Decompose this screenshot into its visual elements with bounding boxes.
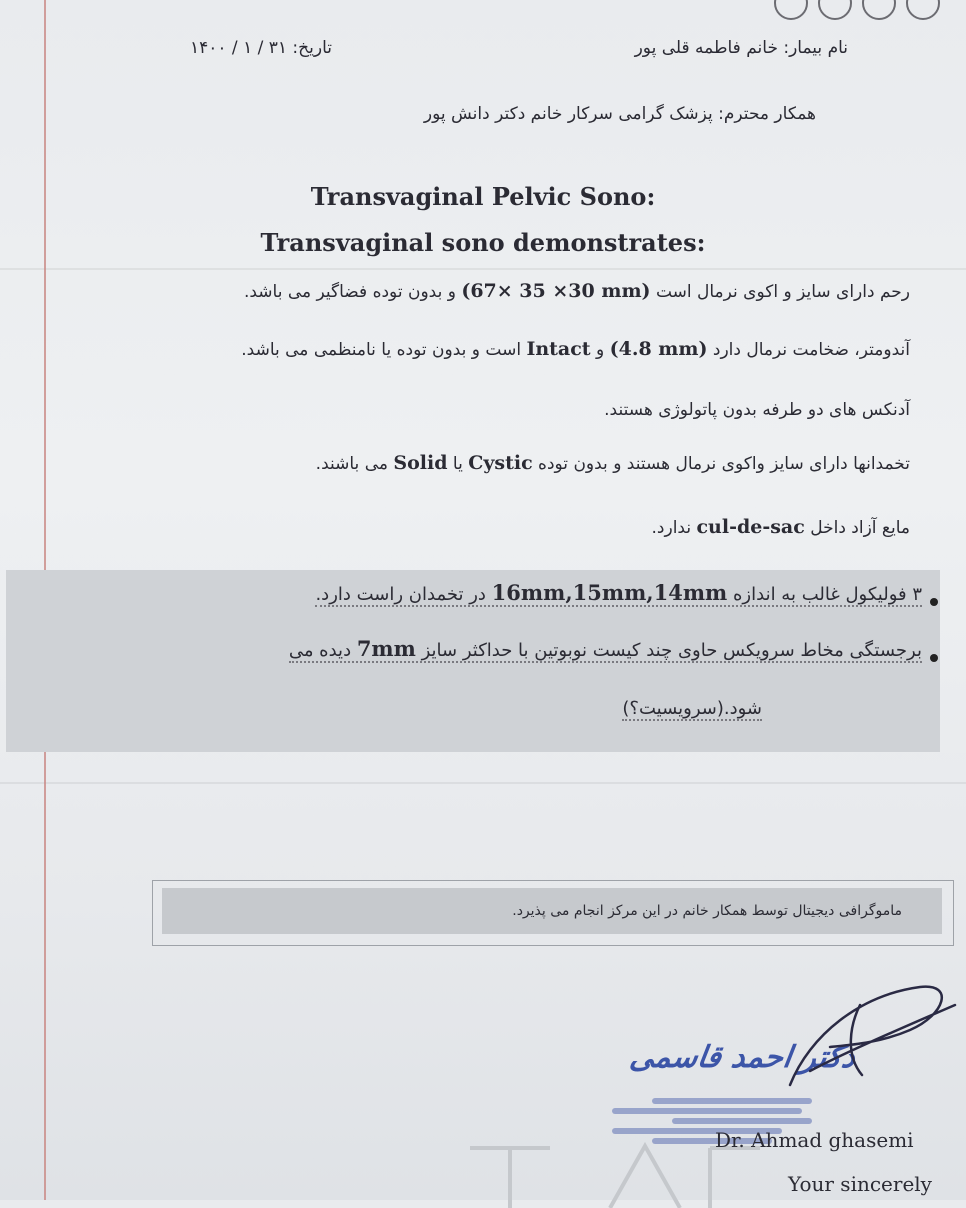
finding-text: و بدون توده فضاگیر می باشد. [243, 282, 462, 302]
logo-icon [774, 0, 808, 20]
endometrium-thickness: (4.8 mm) [609, 338, 708, 360]
finding-text: رحم دارای سایز و اکوی نرمال است [650, 282, 910, 302]
finding-text: ۳ فولیکول غالب به اندازه [727, 584, 922, 605]
referring-physician: همکار محترم: پزشک گرامی سرکار خانم دکتر دانش پور [423, 104, 816, 124]
signature [770, 975, 960, 1105]
finding-text: در تخمدان راست دارد. [315, 584, 492, 605]
paper-fold [0, 268, 966, 270]
report-title: Transvaginal Pelvic Sono: [310, 182, 656, 211]
finding-text: می باشند. [315, 454, 394, 474]
finding-text: ندارد. [651, 518, 697, 538]
finding-text: برجستگی مخاط سرویکس حاوی چند کیست نوبوتین با حداکثر سایز [415, 640, 922, 661]
ovary-term-cystic: Cystic [468, 452, 533, 474]
header-logos [774, 0, 940, 20]
logo-icon [818, 0, 852, 20]
finding-adnexa: آدنکس های دو طرفه بدون پاتولوژی هستند. [604, 400, 910, 420]
finding-text: است و بدون توده یا نامنظمی می باشد. [241, 340, 527, 360]
finding-text: دیده می [288, 640, 357, 661]
finding-ovaries [316, 452, 910, 474]
doctor-stamp: دکتر احمد قاسمی [627, 1040, 858, 1075]
finding-endometrium [241, 338, 910, 360]
finding-uterus [244, 280, 910, 302]
paper-fold [0, 782, 966, 784]
endometrium-status: Intact [526, 338, 591, 360]
bullet-dot [930, 598, 938, 606]
finding-text: و [590, 340, 610, 360]
cul-de-sac-term: cul-de-sac [696, 516, 805, 538]
finding-text: تخمدانها دارای سایز واکوی نرمال هستند و بدون توده [532, 454, 910, 474]
uterus-size: (67× 35 ×30 mm) [461, 280, 651, 302]
cyst-size: 7mm [356, 636, 416, 661]
finding-cervix [289, 636, 922, 663]
ovary-term-solid: Solid [393, 452, 448, 474]
logo-icon [862, 0, 896, 20]
finding-text: آندومتر، ضخامت نرمال دارد [707, 340, 910, 360]
finding-free-fluid [652, 516, 910, 538]
finding-follicles [315, 580, 922, 607]
finding-cervix-cont: شود.(سرویسیت؟) [622, 698, 762, 719]
follicle-sizes: 16mm,15mm,14mm [491, 580, 728, 605]
mammography-note: ماموگرافی دیجیتال توسط همکار خانم در این مرکز انجام می پذیرد. [162, 888, 942, 934]
doctor-name: Dr. Ahmad ghasemi [715, 1128, 914, 1152]
patient-name: نام بیمار: خانم فاطمه قلی پور [634, 38, 848, 58]
finding-text: یا [447, 454, 469, 474]
finding-text: مایع آزاد داخل [804, 518, 910, 538]
report-subtitle: Transvaginal sono demonstrates: [260, 228, 706, 257]
closing: Your sincerely [788, 1172, 932, 1196]
report-date: تاریخ: ۳۱ / ۱ / ۱۴۰۰ [190, 38, 332, 58]
bullet-dot [930, 654, 938, 662]
logo-icon [906, 0, 940, 20]
